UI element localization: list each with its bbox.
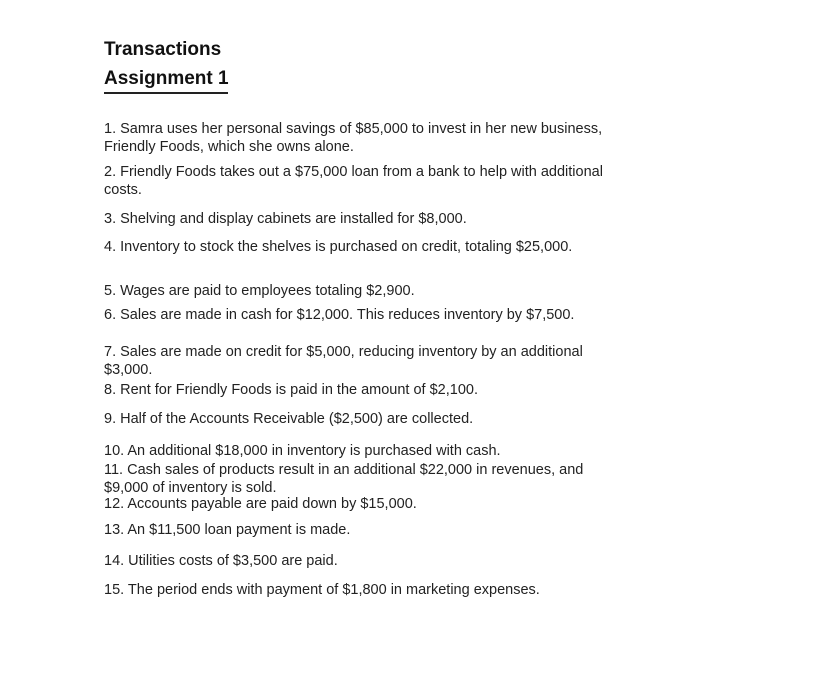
transaction-item-7: 7. Sales are made on credit for $5,000, reducing inventory by an additional $3,000.	[104, 344, 583, 378]
transaction-item-3: 3. Shelving and display cabinets are installed for $8,000.	[104, 211, 467, 227]
transaction-item-12: 12. Accounts payable are paid down by $15,000.	[104, 496, 417, 512]
transaction-item-13: 13. An $11,500 loan payment is made.	[104, 522, 351, 538]
transaction-item-11: 11. Cash sales of products result in an additional $22,000 in revenues, and $9,000 of inventory is sold.	[104, 462, 584, 496]
transaction-item-8: 8. Rent for Friendly Foods is paid in the amount of $2,100.	[104, 382, 478, 398]
transaction-item-15: 15. The period ends with payment of $1,800 in marketing expenses.	[104, 582, 540, 598]
transaction-item-9: 9. Half of the Accounts Receivable ($2,500) are collected.	[104, 411, 474, 427]
transaction-item-4: 4. Inventory to stock the shelves is purchased on credit, totaling $25,000.	[104, 239, 573, 255]
transaction-item-1: 1. Samra uses her personal savings of $85,000 to invest in her new business, Friendly Foods, which she owns alone.	[104, 121, 603, 155]
transaction-item-14: 14. Utilities costs of $3,500 are paid.	[104, 553, 338, 569]
subtitle-underline	[104, 92, 228, 94]
transaction-item-6: 6. Sales are made in cash for $12,000. This reduces inventory by $7,500.	[104, 307, 575, 323]
transaction-item-10: 10. An additional $18,000 in inventory is purchased with cash.	[104, 443, 501, 459]
document-title: Transactions	[104, 39, 222, 60]
document-subtitle: Assignment 1	[104, 68, 229, 89]
transaction-item-5: 5. Wages are paid to employees totaling $2,900.	[104, 283, 415, 299]
transaction-item-2: 2. Friendly Foods takes out a $75,000 loan from a bank to help with additional costs.	[104, 164, 603, 198]
